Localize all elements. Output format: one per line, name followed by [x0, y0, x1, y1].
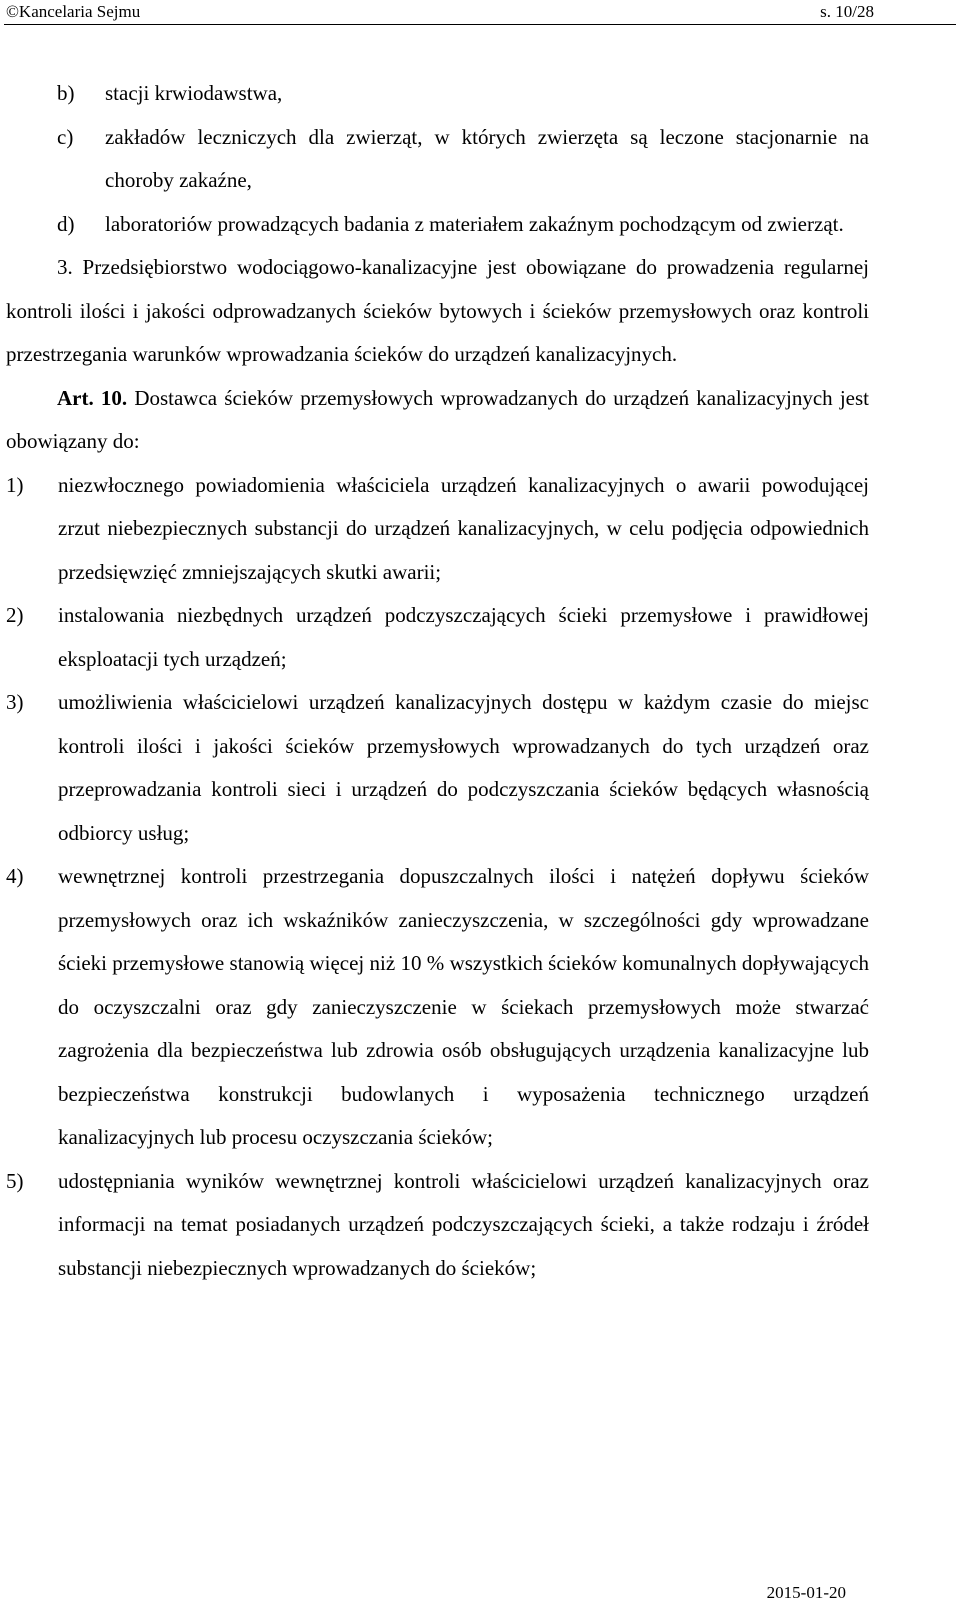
- list-item-label: 1): [6, 472, 24, 497]
- article-10-intro: [6, 377, 869, 464]
- header-divider: [4, 24, 956, 25]
- list-item-text: laboratoriów prowadzących badania z materiałem zakaźnym pochodzącym od zwierząt.: [105, 211, 844, 236]
- list-item-label: b): [57, 81, 75, 105]
- list-item-1: [0, 464, 869, 595]
- list-item-label: c): [57, 124, 74, 149]
- list-item-3: [0, 681, 869, 855]
- page-header: [4, 0, 956, 24]
- paragraph-3: 3. Przedsiębiorstwo wodociągowo-kanalizacyjne jest obowiązane do prowadzenia regularnej kontroli ilości i jakości odprowadzanych ścieków bytowych i ścieków przemysłowych oraz kontroli przestrzegania warunków wprowadzania ścieków do urządzeń kanalizacyjnych.: [6, 255, 869, 366]
- article-heading: Art. 10.: [57, 385, 128, 410]
- document-body: [0, 72, 960, 1290]
- list-item-4: [0, 855, 869, 1160]
- header-source: ©Kancelaria Sejmu: [6, 2, 141, 21]
- list-item-text: umożliwienia właścicielowi urządzeń kanalizacyjnych dostępu w każdym czasie do miejsc kontroli ilości i jakości ścieków przemysłowych wprowadzanych do tych urządzeń oraz przeprowadzania kontroli sieci i urządzeń do podczyszczania ścieków będących własnością odbiorcy usług;: [58, 690, 869, 845]
- article-intro-text: Dostawca ścieków przemysłowych wprowadzanych do urządzeń kanalizacyjnych jest obowiązany do:: [6, 385, 869, 453]
- list-item-text: udostępniania wyników wewnętrznej kontroli właścicielowi urządzeń kanalizacyjnych oraz informacji na temat posiadanych urządzeń podczyszczających ścieki, a także rodzaju i źródeł substancji niebezpiecznych wprowadzanych do ścieków;: [58, 1168, 869, 1280]
- list-item-text: stacji krwiodawstwa,: [105, 81, 283, 105]
- list-item-text: instalowania niezbędnych urządzeń podczyszczających ścieki przemysłowe i prawidłowej eksploatacji tych urządzeń;: [58, 603, 869, 671]
- list-item-c: [0, 116, 869, 203]
- list-item-text: wewnętrznej kontroli przestrzegania dopuszczalnych ilości i natężeń dopływu ścieków przemysłowych oraz ich wskaźników zanieczyszczenia, w szczególności gdy wprowadzane ścieki przemysłowe stanowią więcej niż 10 % wszystkich ścieków komunalnych dopływających do oczyszczalni oraz gdy zanieczyszczenie w ściekach przemysłowych może stwarzać zagrożenia dla bezpieczeństwa lub zdrowia osób obsługujących urządzenia kanalizacyjne lub bezpieczeństwa konstrukcji budowlanych i wyposażenia technicznego urządzeń kanalizacyjnych lub procesu oczyszczania ścieków;: [58, 864, 869, 1149]
- header-page-number: s. 10/28: [820, 2, 874, 21]
- list-item-label: 2): [6, 603, 24, 627]
- list-item-label: 4): [6, 864, 24, 888]
- list-item-text: zakładów leczniczych dla zwierząt, w których zwierzęta są leczone stacjonarnie na choroby zakaźne,: [105, 124, 869, 192]
- page-footer-date: 2015-01-20: [766, 1583, 846, 1602]
- list-item-label: 3): [6, 690, 24, 714]
- list-item-label: d): [57, 211, 75, 236]
- list-item-text: niezwłocznego powiadomienia właściciela urządzeń kanalizacyjnych o awarii powodującej zrzut niebezpiecznych substancji do urządzeń kanalizacyjnych, w celu podjęcia odpowiednich przedsięwzięć zmniejszających skutki awarii;: [58, 472, 869, 584]
- list-item-b: [0, 72, 869, 116]
- list-item-5: [0, 1160, 869, 1291]
- list-item-label: 5): [6, 1168, 24, 1193]
- list-item-2: [0, 594, 869, 681]
- list-item-d: [0, 203, 869, 247]
